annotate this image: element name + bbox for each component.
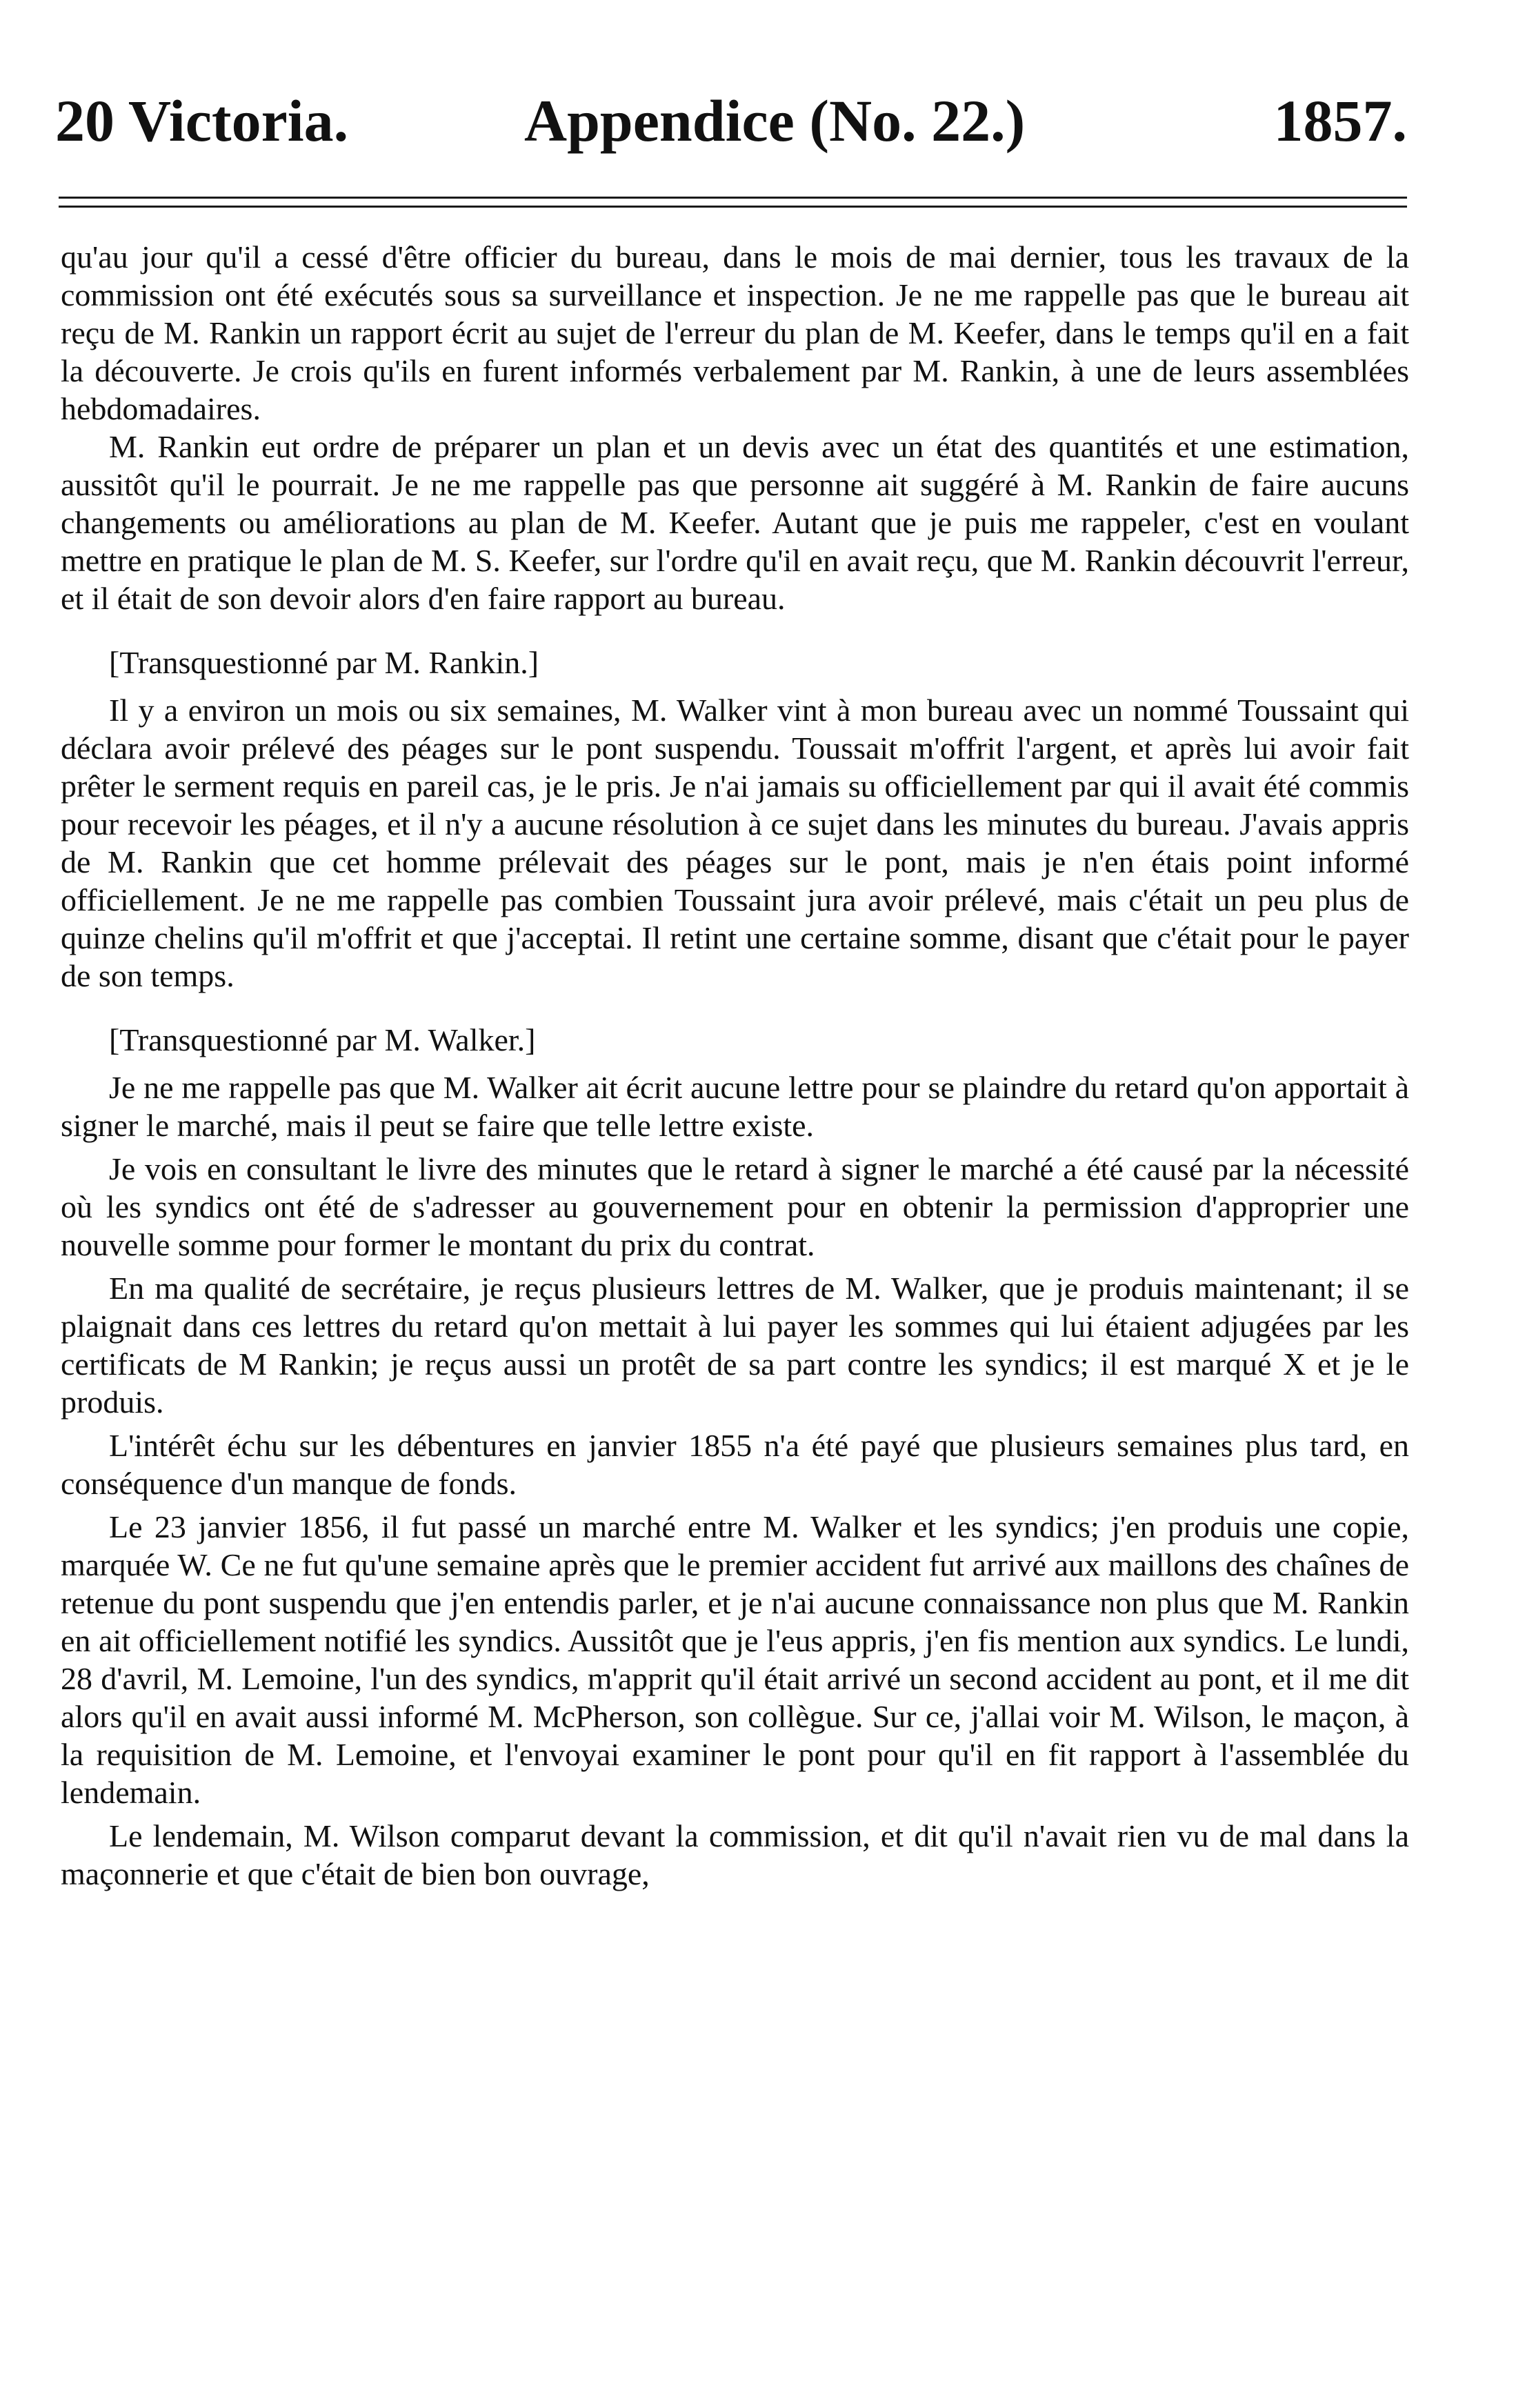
paragraph: Je vois en consultant le livre des minutes que le retard à signer le marché a été causé par la nécessité où les syndics ont été de s'adresser au gouvernement pour en obtenir la permission d'approprier une nouvelle somme pour former le montant du prix du contrat. (61, 1151, 1409, 1262)
header-year: 1857. (1273, 88, 1407, 154)
paragraph: Le 23 janvier 1856, il fut passé un marché entre M. Walker et les syndics; j'en produis une copie, marquée W. Ce ne fut qu'une semaine après que le premier accident fut arrivé aux maillons des chaînes de retenue du pont suspendu que j'en entendis parler, et je n'ai aucune connaissance non plus que M. Rankin en ait officiellement notifié les syndics. Aussitôt que je l'eus appris, j'en fis mention aux syndics. Le lundi, 28 d'avril, M. Lemoine, l'un des syndics, m'apprit qu'il était arrivé un second accident au pont, et il me dit alors qu'il en avait aussi informé M. McPherson, son collègue. Sur ce, j'allai voir M. Wilson, le maçon, à la requisition de M. Lemoine, et l'envoyai examiner le pont pour qu'il en fit rapport à l'assemblée du lendemain. (61, 1509, 1409, 1810)
header-session: 20 Victoria. (55, 88, 349, 154)
page-header (48, 83, 1407, 159)
header-appendix: Appendice (No. 22.) (524, 88, 1026, 154)
paragraph: M. Rankin eut ordre de préparer un plan et un devis avec un état des quantités et une estimation, aussitôt qu'il le pourrait. Je ne me rappelle pas que personne ait suggéré à M. Rankin de faire aucuns changements ou améliorations au plan de M. Keefer. Autant que je puis me rappeler, c'est en voulant mettre en pratique le plan de M. S. Keefer, sur l'ordre qu'il en avait reçu, que M. Rankin découvrit l'erreur, et il était de son devoir alors d'en faire rapport au bureau. (61, 429, 1409, 616)
paragraph: Il y a environ un mois ou six semaines, M. Walker vint à mon bureau avec un nommé Toussaint qui déclara avoir prélevé des péages sur le pont suspendu. Toussait m'offrit l'argent, et après lui avoir fait prêter le serment requis en pareil cas, je le pris. Je n'ai jamais su officiellement par qui il avait été commis pour recevoir les péages, et il n'y a aucune résolution à ce sujet dans les minutes du bureau. J'avais appris de M. Rankin que cet homme prélevait des péages sur le pont, mais je n'en étais point informé officiellement. Je ne me rappelle pas combien Toussaint jura avoir prélevé, mais c'était un peu plus de quinze chelins qu'il m'offrit et que j'acceptai. Il retint une certaine somme, disant que c'était pour le payer de son temps. (61, 693, 1409, 993)
paragraph: L'intérêt échu sur les débentures en janvier 1855 n'a été payé que plusieurs semaines plus tard, en conséquence d'un manque de fonds. (61, 1428, 1409, 1501)
document-body (61, 238, 1409, 1893)
paragraph-continued: qu'au jour qu'il a cessé d'être officier du bureau, dans le mois de mai dernier, tous les travaux de la commission ont été exécutés sous sa surveillance et inspection. Je ne me rappelle pas que le bureau ait reçu de M. Rankin un rapport écrit au sujet de l'erreur du plan de M. Keefer, dans le temps qu'il en a fait la découverte. Je crois qu'ils en furent informés verbalement par M. Rankin, à une de leurs assemblées hebdomadaires. (61, 239, 1409, 426)
paragraph: Le lendemain, M. Wilson comparut devant la commission, et dit qu'il n'avait rien vu de mal dans la maçonnerie et que c'était de bien bon ouvrage, (61, 1818, 1409, 1891)
header-rule-bottom (59, 206, 1407, 208)
cross-examination-label: [Transquestionné par M. Walker.] (109, 1022, 536, 1057)
paragraph: Je ne me rappelle pas que M. Walker ait écrit aucune lettre pour se plaindre du retard qu'on apportait à signer le marché, mais il peut se faire que telle lettre existe. (61, 1070, 1409, 1143)
paragraph: En ma qualité de secrétaire, je reçus plusieurs lettres de M. Walker, que je produis maintenant; il se plaignait dans ces lettres du retard qu'on mettait à lui payer les sommes qui lui étaient adjugées par les certificats de M Rankin; je reçus aussi un protêt de sa part contre les syndics; il est marqué X et je le produis. (61, 1271, 1409, 1420)
header-rule-top (59, 197, 1407, 199)
cross-examination-label: [Transquestionné par M. Rankin.] (109, 645, 539, 680)
